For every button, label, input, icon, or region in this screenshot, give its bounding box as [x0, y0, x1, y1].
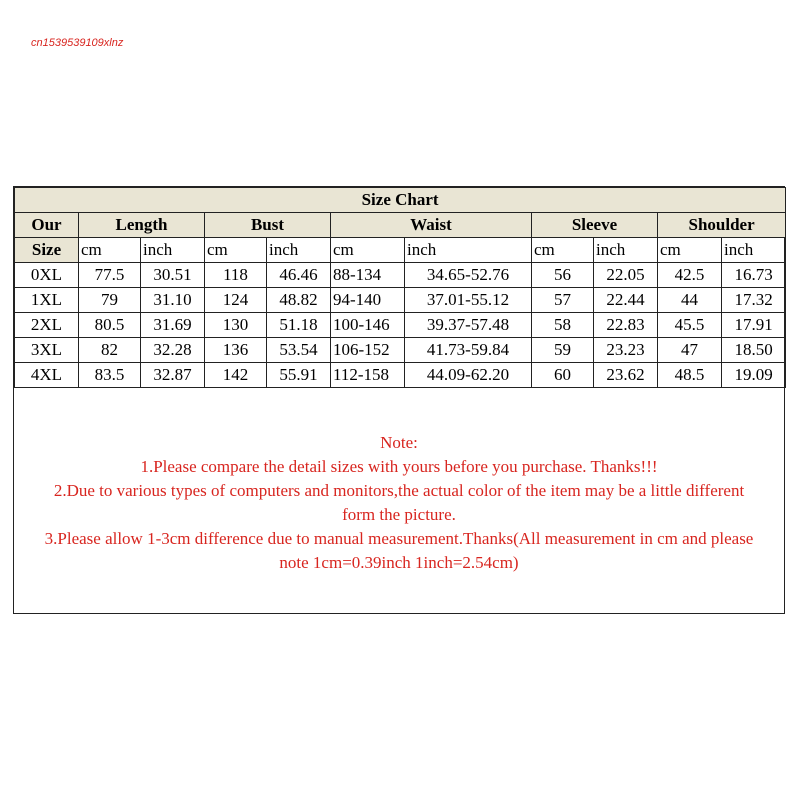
length-cm-cell: 83.5 [79, 363, 141, 388]
unit-cm: cm [205, 238, 267, 263]
sleeve-cm-cell: 57 [532, 288, 594, 313]
length-inch-cell: 30.51 [141, 263, 205, 288]
note-line: 1.Please compare the detail sizes with yours before you purchase. Thanks!!! [140, 457, 658, 476]
bust-inch-cell: 46.46 [267, 263, 331, 288]
shoulder-cm-cell: 45.5 [658, 313, 722, 338]
length-inch-cell: 32.87 [141, 363, 205, 388]
waist-cm-cell: 88-134 [331, 263, 405, 288]
waist-cm-cell: 112-158 [331, 363, 405, 388]
shoulder-cm-cell: 48.5 [658, 363, 722, 388]
shoulder-inch-cell: 16.73 [722, 263, 786, 288]
length-cm-cell: 79 [79, 288, 141, 313]
length-header: Length [79, 213, 205, 238]
shoulder-inch-cell: 18.50 [722, 338, 786, 363]
bust-cm-cell: 130 [205, 313, 267, 338]
bust-cm-cell: 118 [205, 263, 267, 288]
shoulder-cm-cell: 47 [658, 338, 722, 363]
size-table [14, 187, 786, 388]
unit-inch: inch [141, 238, 205, 263]
table-row [15, 263, 786, 288]
table-row [15, 288, 786, 313]
size-header-top: Our [15, 213, 79, 238]
length-cm-cell: 77.5 [79, 263, 141, 288]
table-row [15, 313, 786, 338]
sleeve-cm-cell: 60 [532, 363, 594, 388]
bust-cm-cell: 136 [205, 338, 267, 363]
waist-inch-cell: 39.37-57.48 [405, 313, 532, 338]
shoulder-cm-cell: 42.5 [658, 263, 722, 288]
bust-inch-cell: 51.18 [267, 313, 331, 338]
waist-inch-cell: 41.73-59.84 [405, 338, 532, 363]
notes-section [14, 431, 784, 575]
note-line: note 1cm=0.39inch 1inch=2.54cm) [279, 553, 519, 572]
table-row [15, 363, 786, 388]
shoulder-header: Shoulder [658, 213, 786, 238]
sleeve-inch-cell: 22.44 [594, 288, 658, 313]
sleeve-inch-cell: 23.62 [594, 363, 658, 388]
shoulder-inch-cell: 17.32 [722, 288, 786, 313]
unit-cm: cm [658, 238, 722, 263]
waist-inch-cell: 44.09-62.20 [405, 363, 532, 388]
sleeve-inch-cell: 22.83 [594, 313, 658, 338]
size-cell: 0XL [15, 263, 79, 288]
table-row [15, 338, 786, 363]
bust-cm-cell: 124 [205, 288, 267, 313]
note-heading: Note: [380, 433, 418, 452]
sleeve-cm-cell: 58 [532, 313, 594, 338]
unit-inch: inch [267, 238, 331, 263]
waist-inch-cell: 34.65-52.76 [405, 263, 532, 288]
size-cell: 3XL [15, 338, 79, 363]
unit-cm: cm [79, 238, 141, 263]
shoulder-cm-cell: 44 [658, 288, 722, 313]
waist-header: Waist [331, 213, 532, 238]
unit-inch: inch [594, 238, 658, 263]
shoulder-inch-cell: 19.09 [722, 363, 786, 388]
length-cm-cell: 82 [79, 338, 141, 363]
sleeve-cm-cell: 59 [532, 338, 594, 363]
bust-inch-cell: 48.82 [267, 288, 331, 313]
size-cell: 2XL [15, 313, 79, 338]
length-cm-cell: 80.5 [79, 313, 141, 338]
bust-cm-cell: 142 [205, 363, 267, 388]
watermark-text: cn1539539109xlnz [31, 37, 124, 49]
size-cell: 4XL [15, 363, 79, 388]
sleeve-header: Sleeve [532, 213, 658, 238]
table-title: Size Chart [15, 188, 786, 213]
unit-inch: inch [405, 238, 532, 263]
size-chart [13, 186, 785, 614]
sleeve-inch-cell: 23.23 [594, 338, 658, 363]
sleeve-cm-cell: 56 [532, 263, 594, 288]
bust-inch-cell: 55.91 [267, 363, 331, 388]
note-line: 2.Due to various types of computers and monitors,the actual color of the item may be a little different [53, 481, 745, 500]
bust-inch-cell: 53.54 [267, 338, 331, 363]
size-header-bottom: Size [15, 238, 79, 263]
note-line: 3.Please allow 1-3cm difference due to manual measurement.Thanks(All measurement in cm and please [44, 529, 754, 548]
waist-inch-cell: 37.01-55.12 [405, 288, 532, 313]
shoulder-inch-cell: 17.91 [722, 313, 786, 338]
unit-inch: inch [722, 238, 786, 263]
length-inch-cell: 32.28 [141, 338, 205, 363]
size-cell: 1XL [15, 288, 79, 313]
sleeve-inch-cell: 22.05 [594, 263, 658, 288]
length-inch-cell: 31.10 [141, 288, 205, 313]
bust-header: Bust [205, 213, 331, 238]
waist-cm-cell: 100-146 [331, 313, 405, 338]
length-inch-cell: 31.69 [141, 313, 205, 338]
waist-cm-cell: 94-140 [331, 288, 405, 313]
note-line: form the picture. [342, 505, 456, 524]
waist-cm-cell: 106-152 [331, 338, 405, 363]
unit-cm: cm [331, 238, 405, 263]
unit-cm: cm [532, 238, 594, 263]
